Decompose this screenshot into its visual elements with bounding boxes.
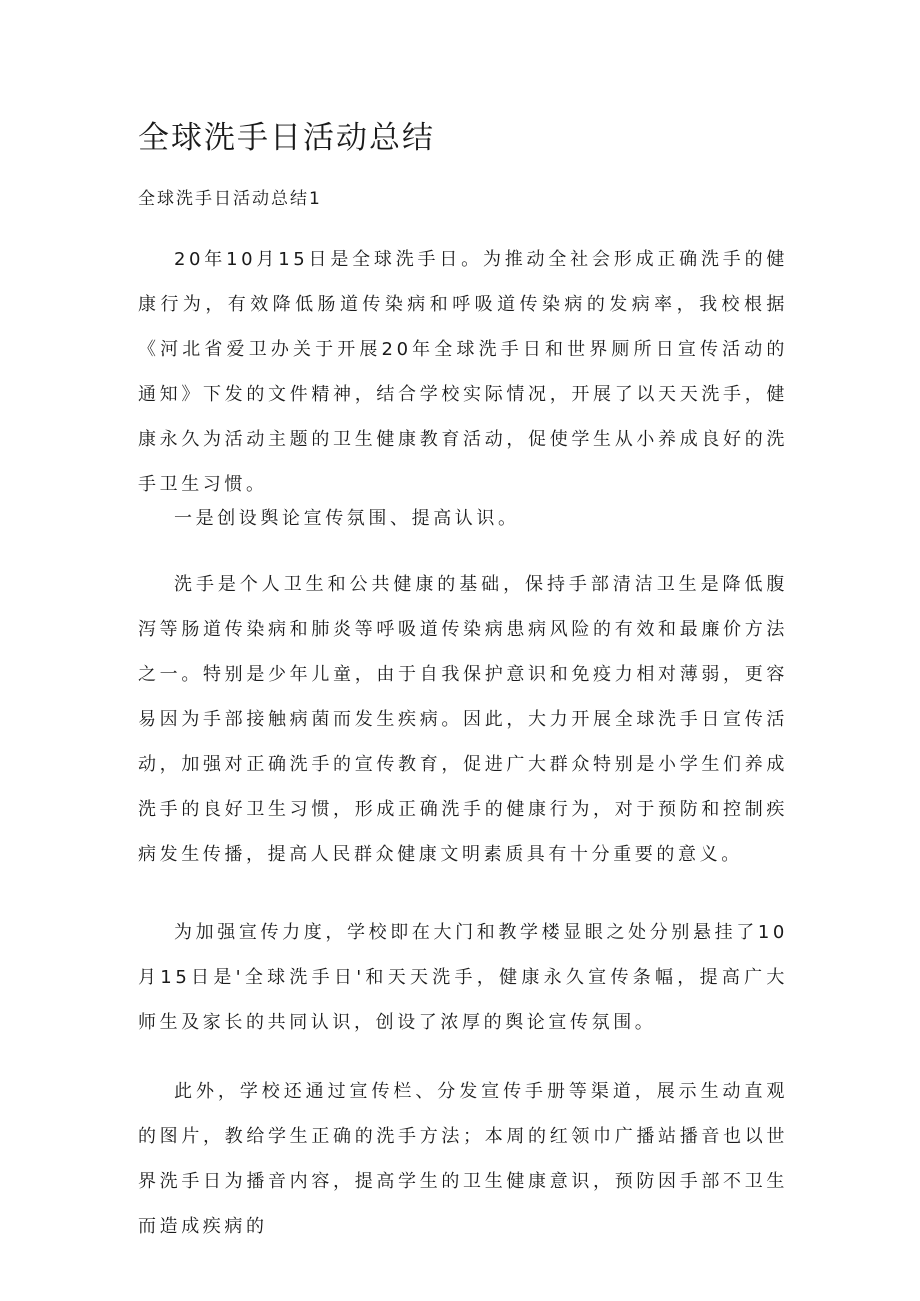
document-subtitle: 全球洗手日活动总结1: [138, 189, 322, 209]
document-title: 全球洗手日活动总结: [138, 120, 435, 156]
paragraph-additional: 此外，学校还通过宣传栏、分发宣传手册等渠道，展示生动直观的图片，教给学生正确的洗手方法；本周的红领巾广播站播音也以世界洗手日为播音内容，提高学生的卫生健康意识，预防因手部不卫生而造成疾病的: [138, 1081, 788, 1237]
paragraph-importance: 洗手是个人卫生和公共健康的基础，保持手部清洁卫生是降低腹泻等肠道传染病和肺炎等呼吸道传染病患病风险的有效和最廉价方法之一。特别是少年儿童，由于自我保护意识和免疫力相对薄弱，更容易因为手部接触病菌而发生疾病。因此，大力开展全球洗手日宣传活动，加强对正确洗手的宣传教育，促进广大群众特别是小学生们养成洗手的良好卫生习惯，形成正确洗手的健康行为，对于预防和控制疾病发生传播，提高人民群众健康文明素质具有十分重要的意义。: [138, 574, 788, 865]
paragraph-intro: 20年10月15日是全球洗手日。为推动全社会形成正确洗手的健康行为，有效降低肠道传染病和呼吸道传染病的发病率，我校根据《河北省爱卫办关于开展20年全球洗手日和世界厕所日宣传活动的通知》下发的文件精神，结合学校实际情况，开展了以天天洗手，健康永久为活动主题的卫生健康教育活动，促使学生从小养成良好的洗手卫生习惯。: [138, 249, 788, 495]
paragraph-section-heading: 一是创设舆论宣传氛围、提高认识。: [174, 508, 520, 529]
paragraph-banners: 为加强宣传力度，学校即在大门和教学楼显眼之处分别悬挂了10月15日是'全球洗手日'和天天洗手，健康永久宣传条幅，提高广大师生及家长的共同认识，创设了浓厚的舆论宣传氛围。: [138, 922, 788, 1033]
